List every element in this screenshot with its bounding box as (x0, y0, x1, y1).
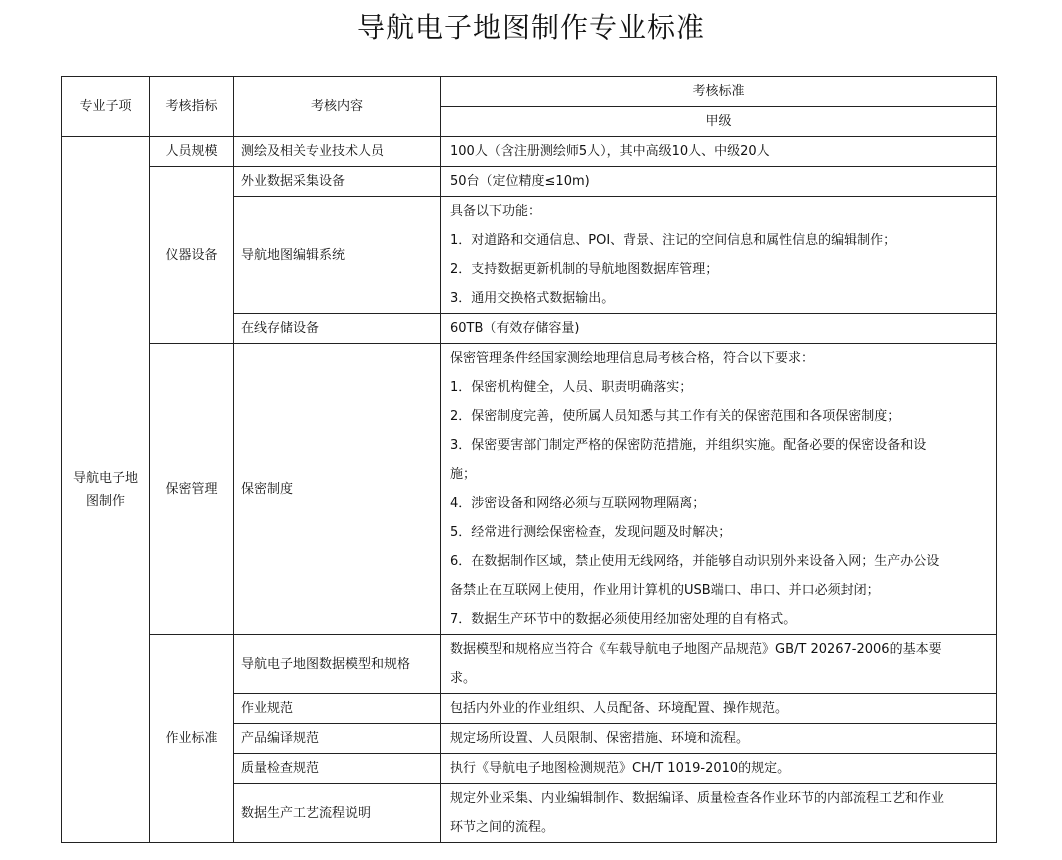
standard-line: 执行《导航电子地图检测规范》CH/T 1019-2010的规定。 (450, 761, 791, 776)
standard-cell (441, 344, 997, 635)
content-cell: 导航电子地图数据模型和规格 (234, 635, 441, 694)
header-row (62, 77, 997, 107)
standard-line: 3．通用交换格式数据输出。 (450, 291, 615, 306)
standard-cell (441, 754, 997, 784)
standard-line: 1．对道路和交通信息、POI、背景、注记的空间信息和属性信息的编辑制作； (450, 233, 897, 248)
standard-cell (441, 724, 997, 754)
content-cell: 外业数据采集设备 (234, 167, 441, 197)
content-cell: 测绘及相关专业技术人员 (234, 137, 441, 167)
standard-cell (441, 197, 997, 314)
page-title: 导航电子地图制作专业标准 (356, 11, 705, 44)
standard-line: 规定外业采集、内业编辑制作、数据编译、质量检查各作业环节的内部流程工艺和作业 (450, 791, 945, 806)
standard-line: 备禁止在互联网上使用，作业用计算机的USB端口、串口、并口必须封闭； (450, 583, 880, 598)
standard-cell (441, 784, 997, 843)
header-content: 考核内容 (234, 77, 441, 137)
content-cell: 数据生产工艺流程说明 (234, 784, 441, 843)
standard-line: 保密管理条件经国家测绘地理信息局考核合格，符合以下要求： (450, 351, 815, 366)
standard-line: 具备以下功能： (450, 204, 542, 219)
standard-line: 2．保密制度完善，使所属人员知悉与其工作有关的保密范围和各项保密制度； (450, 409, 901, 424)
header-standard: 考核标准 (441, 77, 997, 107)
standard-cell (441, 635, 997, 694)
indicator-operation: 作业标准 (150, 635, 234, 843)
standard-line: 100人（含注册测绘师5人），其中高级10人、中级20人 (450, 144, 770, 159)
standard-line: 7．数据生产环节中的数据必须使用经加密处理的自有格式。 (450, 612, 797, 627)
standard-line: 规定场所设置、人员限制、保密措施、环境和流程。 (450, 731, 750, 746)
content-cell: 作业规范 (234, 694, 441, 724)
standard-line: 环节之间的流程。 (450, 820, 555, 835)
standard-cell (441, 167, 997, 197)
content-cell: 在线存储设备 (234, 314, 441, 344)
content-cell: 导航地图编辑系统 (234, 197, 441, 314)
indicator-security: 保密管理 (150, 344, 234, 635)
standard-line: 包括内外业的作业组织、人员配备、环境配置、操作规范。 (450, 701, 789, 716)
standard-line: 5．经常进行测绘保密检查，发现问题及时解决； (450, 525, 732, 540)
content-cell: 质量检查规范 (234, 754, 441, 784)
table-row (62, 635, 997, 694)
standard-cell (441, 314, 997, 344)
standard-line: 3．保密要害部门制定严格的保密防范措施，并组织实施。配备必要的保密设备和设 (450, 438, 927, 453)
header-indicator: 考核指标 (150, 77, 234, 137)
indicator-personnel: 人员规模 (150, 137, 234, 167)
standard-line: 60TB（有效存储容量) (450, 321, 580, 336)
table-row (62, 344, 997, 635)
standard-line: 施； (450, 467, 477, 482)
header-grade-a: 甲级 (441, 107, 997, 137)
standard-line: 4．涉密设备和网络必须与互联网物理隔离； (450, 496, 706, 511)
standard-cell (441, 137, 997, 167)
standard-line: 2．支持数据更新机制的导航地图数据库管理； (450, 262, 719, 277)
standard-line: 1．保密机构健全，人员、职责明确落实； (450, 380, 693, 395)
standard-cell (441, 694, 997, 724)
table-row (62, 167, 997, 197)
standard-line: 求。 (450, 671, 477, 686)
header-major-item: 专业子项 (62, 77, 150, 137)
major-item-cell: 导航电子地图制作 (62, 137, 150, 843)
table-row (62, 137, 997, 167)
standards-table (61, 76, 997, 843)
content-cell: 产品编译规范 (234, 724, 441, 754)
standard-line: 50台（定位精度≤10m) (450, 174, 590, 189)
standard-line: 数据模型和规格应当符合《车载导航电子地图产品规范》GB/T 20267-2006的基本要 (450, 642, 942, 657)
content-cell: 保密制度 (234, 344, 441, 635)
indicator-equipment: 仪器设备 (150, 167, 234, 344)
standard-line: 6．在数据制作区域，禁止使用无线网络，并能够自动识别外来设备入网；生产办公设 (450, 554, 940, 569)
